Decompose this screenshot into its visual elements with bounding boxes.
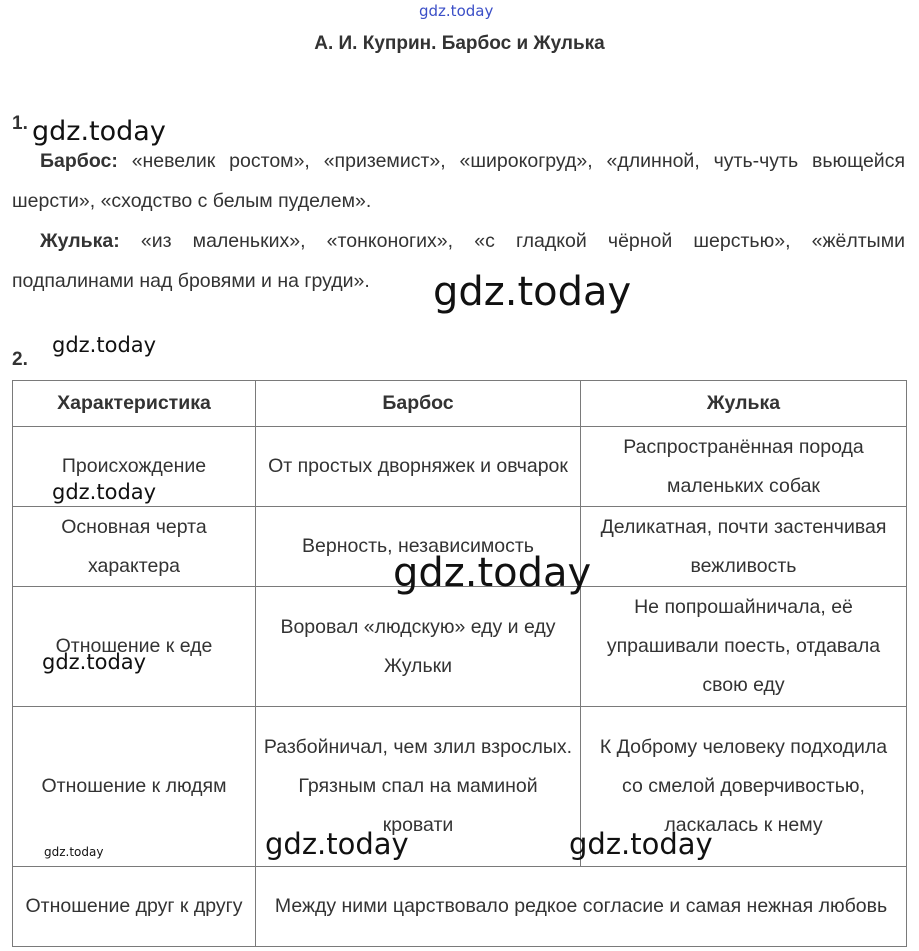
row-barbos: Верность, независимость xyxy=(256,507,581,587)
watermark-8: gdz.today xyxy=(265,827,409,861)
task-1-number: 1. xyxy=(12,113,28,134)
row-zhulka: Не попрошайничала, её упрашивали поесть, отдавала свою еду xyxy=(581,587,907,707)
table-row xyxy=(13,587,907,707)
row-feature: Основная черта характера xyxy=(13,507,256,587)
header-zhulka: Жулька xyxy=(581,381,907,427)
characteristics-table xyxy=(12,380,907,947)
barbos-label: Барбос: xyxy=(40,150,118,172)
watermark-3: gdz.today xyxy=(52,333,157,357)
row-barbos: Воровал «людскую» еду и еду Жульки xyxy=(256,587,581,707)
row-zhulka: Деликатная, почти застенчивая вежливость xyxy=(581,507,907,587)
task-2-number: 2. xyxy=(12,349,28,370)
zhulka-quotes: «из маленьких», «тонконогих», «с гладкой чёрной шерстью», «жёлтыми подпалинами над бровями и на груди». xyxy=(12,230,905,292)
header-barbos: Барбос xyxy=(256,381,581,427)
row-zhulka: К Доброму человеку подходила со смелой доверчивостью, ласкалась к нему xyxy=(581,707,907,867)
watermark-1: gdz.today xyxy=(32,116,166,147)
watermark-6: gdz.today xyxy=(42,650,147,674)
watermark-5: gdz.today xyxy=(393,550,592,596)
watermark-top: gdz.today xyxy=(419,2,494,20)
watermark-4: gdz.today xyxy=(52,480,157,504)
table-row xyxy=(13,867,907,947)
row-feature: Отношение к еде xyxy=(13,587,256,707)
row-both: Между ними царствовало редкое согласие и самая нежная любовь xyxy=(256,867,907,947)
zhulka-label: Жулька: xyxy=(40,230,120,252)
row-feature: Отношение к людям xyxy=(13,707,256,867)
barbos-description xyxy=(12,141,905,221)
header-feature: Характеристика xyxy=(13,381,256,427)
row-feature: Отношение друг к другу xyxy=(13,867,256,947)
table-row xyxy=(13,707,907,867)
page-title: А. И. Куприн. Барбос и Жулька xyxy=(314,33,605,54)
row-barbos: От простых дворняжек и овчарок xyxy=(256,427,581,507)
watermark-9: gdz.today xyxy=(569,827,713,861)
barbos-quotes: «невелик ростом», «приземист», «широкогруд», «длинной, чуть-чуть вьющейся шерсти», «сходство с белым пуделем». xyxy=(12,150,905,212)
row-feature: Происхождение xyxy=(13,427,256,507)
row-barbos: Разбойничал, чем злил взрослых. Грязным спал на маминой кровати xyxy=(256,707,581,867)
watermark-2: gdz.today xyxy=(433,269,632,315)
row-zhulka: Распространённая порода маленьких собак xyxy=(581,427,907,507)
watermark-7: gdz.today xyxy=(44,845,104,859)
